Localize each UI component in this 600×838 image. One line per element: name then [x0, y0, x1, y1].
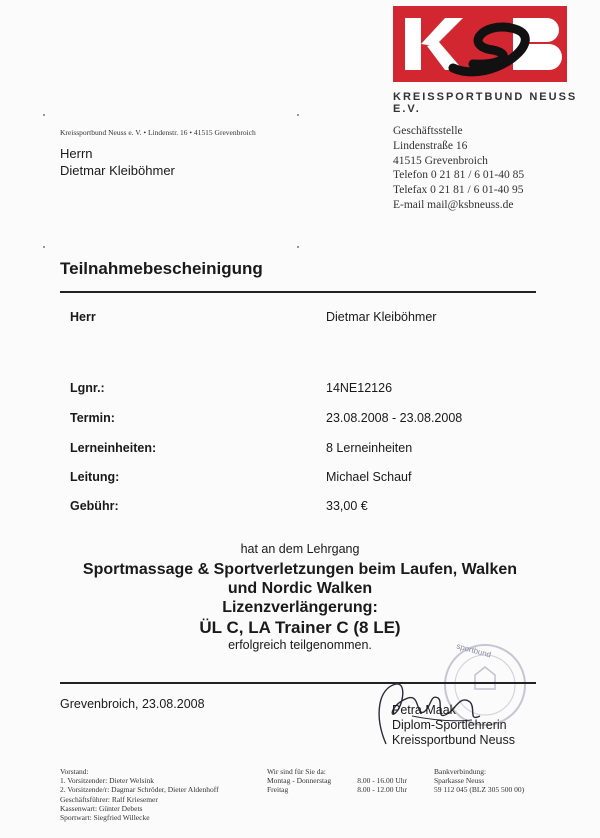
signer-role: Diplom-Sportlehrerin [392, 718, 507, 732]
recipient-salutation: Herrn [60, 146, 93, 161]
field-value-termin: 23.08.2008 - 23.08.2008 [326, 411, 463, 425]
field-label-lerneinheiten: Lerneinheiten: [70, 441, 157, 455]
ksb-logo [393, 6, 567, 82]
field-label-termin: Termin: [70, 411, 115, 425]
office-street: Lindenstraße 16 [393, 139, 468, 152]
footer-bank [434, 767, 524, 795]
field-label-salutation: Herr [70, 310, 96, 324]
signer-name: Petra Maak [392, 703, 456, 717]
footer-hours-time: 8.00 - 12.00 Uhr [357, 785, 407, 795]
footer-board [60, 767, 219, 822]
field-label-gebuehr: Gebühr: [70, 499, 119, 513]
footer-hours-days: Freitag [267, 785, 289, 795]
document-title: Teilnahmebescheinigung [60, 259, 263, 278]
fold-mark [43, 114, 45, 116]
field-label-lgnr: Lgnr.: [70, 381, 105, 395]
footer-line: Bankverbindung: [434, 767, 487, 776]
stamp-text: sportbund [455, 641, 493, 660]
signer-block [392, 703, 515, 748]
fold-mark [43, 246, 45, 248]
recipient-name: Dietmar Kleiböhmer [60, 163, 175, 178]
footer-line: 1. Vorsitzender: Dieter Welsink [60, 776, 154, 786]
footer-line: Vorstand: [60, 767, 89, 776]
office-email: E-mail mail@ksbneuss.de [393, 198, 514, 211]
footer-line: Sparkasse Neuss [434, 776, 485, 786]
field-value-lerneinheiten: 8 Lerneinheiten [326, 441, 413, 455]
footer-line: 2. Vorsitzende/r: Dagmar Schröder, Dieter Aldenhoff [60, 785, 219, 795]
office-title: Geschäftsstelle [393, 125, 463, 137]
footer-hours-time: 8.00 - 16.00 Uhr [357, 776, 407, 786]
fold-mark [297, 246, 299, 248]
title-divider [60, 291, 536, 293]
footer-line: Sportwart: Siegfried Willecke [60, 813, 150, 823]
footer-line: Geschäftsführer: Ralf Kriesemer [60, 794, 158, 804]
course-outro: erfolgreich teilgenommen. [228, 638, 372, 652]
office-fax: Telefax 0 21 81 / 6 01-40 95 [393, 184, 524, 197]
footer-hours-days: Montag - Donnerstag [267, 776, 332, 786]
field-value-gebuehr: 33,00 € [326, 499, 368, 513]
course-title-line: Sportmassage & Sportverletzungen beim Laufen, Walken [82, 561, 518, 578]
field-label-leitung: Leitung: [70, 470, 120, 484]
footer-line: 59 112 045 (BLZ 305 500 00) [434, 785, 525, 795]
footer-hours-row [267, 785, 407, 794]
course-title-line: und Nordic Walken [227, 580, 373, 597]
footer-hours-row [267, 776, 407, 785]
footer-hours-title: Wir sind für Sie da: [267, 767, 326, 776]
recipient-address [60, 145, 175, 179]
signer-organization: Kreissportbund Neuss [392, 733, 515, 747]
fold-mark [297, 114, 299, 116]
field-value-name: Dietmar Kleiböhmer [326, 310, 437, 324]
footer-line: Kassenwart: Günter Debets [60, 803, 143, 813]
place-and-date: Grevenbroich, 23.08.2008 [60, 697, 205, 711]
course-title-line: Lizenzverlängerung: [222, 599, 378, 616]
field-value-leitung: Michael Schauf [326, 470, 412, 484]
office-city: 41515 Grevenbroich [393, 154, 488, 167]
office-phone: Telefon 0 21 81 / 6 01-40 85 [393, 169, 525, 182]
ksb-logo-graphic [393, 6, 567, 82]
course-intro: hat an dem Lehrgang [240, 542, 360, 556]
organization-tagline: KREISSPORTBUND NEUSS E.V. [393, 91, 578, 115]
course-license: ÜL C, LA Trainer C (8 LE) [199, 618, 401, 637]
office-contact-block [393, 124, 524, 213]
field-value-lgnr: 14NE12126 [326, 381, 393, 395]
footer-hours [267, 767, 407, 795]
sender-address-line: Kreissportbund Neuss e. V. • Lindenstr. 16 • 41515 Grevenbroich [60, 128, 256, 137]
